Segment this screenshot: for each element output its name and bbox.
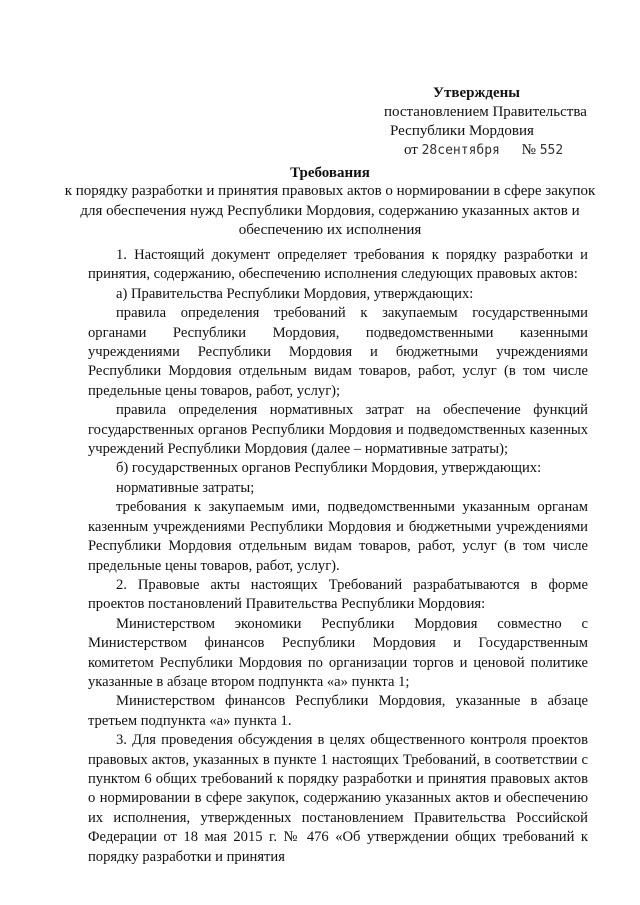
paragraph: 3. Для проведения обсуждения в целях общественного контроля проектов правовых актов, указанных в пункте 1 настоящих Требований, в соответствии с пунктом 6 общих требований к порядку разработки и принятия правовых актов о нормировании в сфере закупок, содержанию указанных актов и обеспечению их исполнения, утвержденных постановлением Правительства Российской Федерации от 18 мая 2015 г. № 476 «Об утверждении общих требований к порядку разработки и принятия [88,732,588,865]
approval-number: 552 [539,143,564,158]
paragraph: 1. Настоящий документ определяет требования к порядку разработки и принятия, содержанию, обеспечению исполнения следующих правовых актов: [88,247,588,283]
paragraph: правила определения нормативных затрат на обеспечение функций государственных органов Республики Мордовия и подведомственных казенных учреждений Республики Мордовия (далее – нормативные затраты); [88,402,588,458]
approval-line-3 [384,141,624,160]
approval-title: Утверждены [433,85,520,101]
document-title: Требования [290,165,370,181]
approval-number-sign: № [521,142,536,158]
paragraph: 2. Правовые акты настоящих Требований разрабатываются в форме проектов постановлений Правительства Республики Мордовия: [88,576,588,613]
approval-date: 28сентября [421,143,500,158]
paragraph: а) Правительства Республики Мордовия, утверждающих: [116,285,474,302]
approval-stamp [384,84,624,160]
paragraph: правила определения требований к закупаемым государственными органами Республики Мордовия, подведомственными казенными учреждениями Республики Мордовия и бюджетными учреждениями Республики Мордовия отдельным видам товаров, работ, услуг (в том числе предельные цены товаров, работ, услуг); [88,305,588,399]
document-body [88,246,588,867]
paragraph: нормативные затраты; [116,479,255,496]
approval-line-1: постановлением Правительства [384,104,587,120]
document-subtitle: к порядку разработки и принятия правовых актов о нормировании в сфере закупок для обеспечения нужд Республики Мордовия, содержанию указанных актов и обеспечению их исполнения [64,183,596,238]
paragraph: б) государственных органов Республики Мордовия, утверждающих: [116,460,542,477]
approval-date-prefix: от [404,142,418,158]
paragraph: Министерством экономики Республики Мордовия совместно с Министерством финансов Республики Мордовия и Государственным комитетом Республики Мордовия по организации торгов и ценовой политике указанные в абзаце втором подпункта «а» пункта 1; [88,615,588,690]
approval-line-2: Республики Мордовия [390,123,534,139]
paragraph: требования к закупаемым ими, подведомственными указанным органам казенным учреждениями Республики Мордовия и бюджетными учреждениями Республики Мордовия отдельным видам товаров, работ, услуг (в том числе предельные цены товаров, работ, услуг). [88,499,588,574]
paragraph: Министерством финансов Республики Мордовия, указанные в абзаце третьем подпункта «а» пункта 1. [88,693,588,729]
